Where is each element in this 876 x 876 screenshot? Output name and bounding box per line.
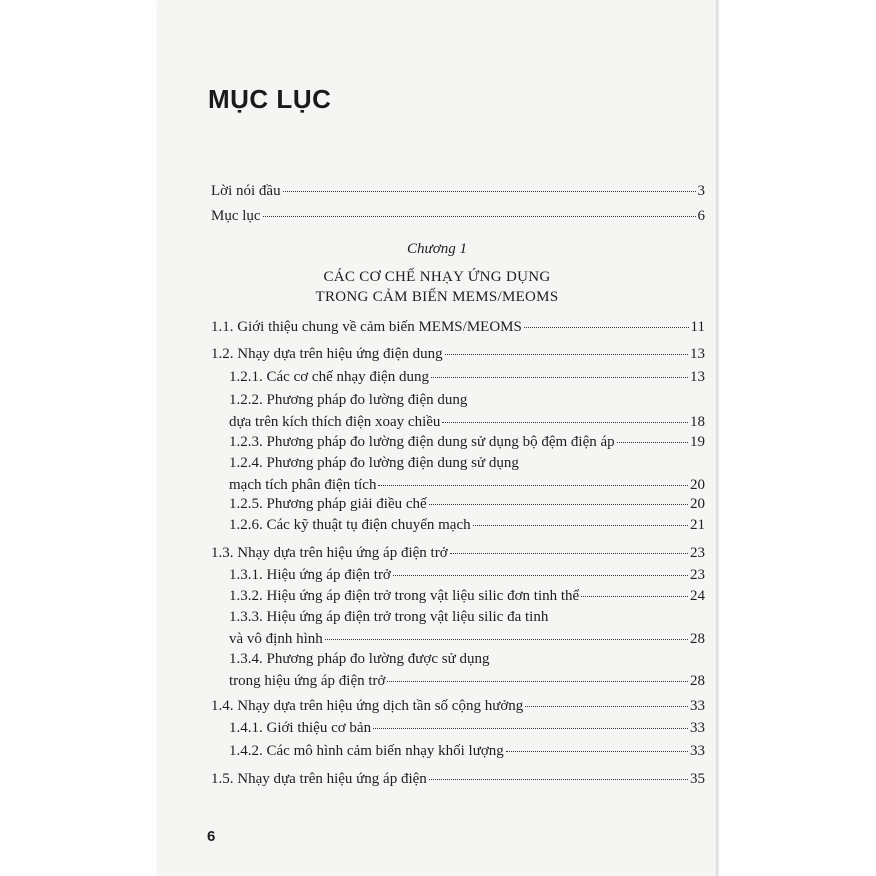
toc-entry-label: 1.2.5. Phương pháp giải điều chế xyxy=(229,496,427,512)
toc-entry-page: 35 xyxy=(690,771,705,787)
page-heading: MỤC LỤC xyxy=(208,84,332,114)
toc-entry-label: 1.3.4. Phương pháp đo lường được sử dụng xyxy=(229,651,490,667)
toc-entry-label: 1.3. Nhạy dựa trên hiệu ứng áp điện trở xyxy=(211,545,448,561)
toc-entry-1-3-2 xyxy=(229,587,705,605)
toc-entry-1-2-3 xyxy=(229,433,705,451)
toc-entry-label: 1.3.1. Hiệu ứng áp điện trở xyxy=(229,567,391,583)
toc-entry-contents xyxy=(211,207,705,225)
toc-entry-label: 1.3.3. Hiệu ứng áp điện trở trong vật liệu silic đa tinh xyxy=(229,609,549,625)
dot-leader xyxy=(431,376,688,378)
toc-entry-1-3 xyxy=(211,544,705,562)
toc-entry-page: 24 xyxy=(690,588,705,604)
toc-entry-1-3-1 xyxy=(229,566,705,584)
toc-entry-label: 1.2. Nhạy dựa trên hiệu ứng điện dung xyxy=(211,346,443,362)
dot-leader xyxy=(373,727,688,729)
toc-entry-1-1 xyxy=(211,318,705,336)
dot-leader xyxy=(525,705,688,707)
toc-entry-page: 13 xyxy=(690,346,705,362)
dot-leader xyxy=(429,503,688,505)
dot-leader xyxy=(429,778,688,780)
toc-entry-label: 1.2.6. Các kỹ thuật tụ điện chuyển mạch xyxy=(229,517,471,533)
toc-entry-label: Lời nói đầu xyxy=(211,183,281,199)
toc-entry-page: 13 xyxy=(690,369,705,385)
toc-entry-1-4 xyxy=(211,697,705,715)
toc-entry-label: 1.5. Nhạy dựa trên hiệu ứng áp điện xyxy=(211,771,427,787)
toc-entry-page: 28 xyxy=(690,631,705,647)
toc-entry-page: 18 xyxy=(690,414,705,430)
toc-entry-page: 20 xyxy=(690,496,705,512)
toc-entry-label: 1.2.4. Phương pháp đo lường điện dung sử dụng xyxy=(229,455,519,471)
toc-entry-label-cont: trong hiệu ứng áp điện trở xyxy=(229,673,386,689)
toc-entry-page: 20 xyxy=(690,477,705,493)
page-edge xyxy=(716,0,719,876)
dot-leader xyxy=(393,574,688,576)
toc-entry-1-2-2 xyxy=(229,391,705,431)
dot-leader xyxy=(378,484,688,486)
toc-entry-page: 33 xyxy=(690,698,705,714)
toc-entry-page: 21 xyxy=(690,517,705,533)
toc-entry-label-cont: và vô định hình xyxy=(229,631,323,647)
toc-entry-label: 1.4. Nhạy dựa trên hiệu ứng dịch tần số cộng hưởng xyxy=(211,698,524,714)
toc-entry-1-3-3 xyxy=(229,608,705,648)
chapter-title xyxy=(158,267,716,307)
dot-leader xyxy=(442,421,688,423)
toc-entry-page: 23 xyxy=(690,567,705,583)
toc-entry-page: 19 xyxy=(690,434,705,450)
toc-entry-label: 1.3.2. Hiệu ứng áp điện trở trong vật liệu silic đơn tinh thể xyxy=(229,588,580,604)
toc-entry-1-3-4 xyxy=(229,650,705,690)
toc-entry-1-4-2 xyxy=(229,742,705,760)
chapter-title-line: CÁC CƠ CHẾ NHẠY ỨNG DỤNG xyxy=(323,269,551,285)
toc-entry-label: 1.4.1. Giới thiệu cơ bản xyxy=(229,720,372,736)
dot-leader xyxy=(506,750,688,752)
dot-leader xyxy=(387,680,688,682)
chapter-label: Chương 1 xyxy=(407,241,467,257)
toc-entry-page: 33 xyxy=(690,720,705,736)
dot-leader xyxy=(473,524,688,526)
toc-entry-label: Mục lục xyxy=(211,208,261,224)
toc-entry-label: 1.1. Giới thiệu chung về cảm biến MEMS/MEOMS xyxy=(211,319,522,335)
toc-entry-1-4-1 xyxy=(229,719,705,737)
toc-entry-label: 1.4.2. Các mô hình cảm biến nhạy khối lượng xyxy=(229,743,504,759)
toc-entry-1-5 xyxy=(211,770,705,788)
dot-leader xyxy=(581,595,688,597)
chapter-title-line: TRONG CẢM BIẾN MEMS/MEOMS xyxy=(315,289,559,305)
toc-entry-1-2-5 xyxy=(229,495,705,513)
toc-entry-preface xyxy=(211,182,705,200)
toc-entry-1-2-4 xyxy=(229,454,705,494)
toc-entry-page: 33 xyxy=(690,743,705,759)
dot-leader xyxy=(450,552,688,554)
toc-entry-page: 23 xyxy=(690,545,705,561)
toc-entry-1-2 xyxy=(211,345,705,363)
dot-leader xyxy=(325,638,688,640)
dot-leader xyxy=(524,326,689,328)
dot-leader xyxy=(283,190,696,192)
dot-leader xyxy=(263,215,696,217)
dot-leader xyxy=(617,441,688,443)
toc-entry-label: 1.2.2. Phương pháp đo lường điện dung xyxy=(229,392,468,408)
toc-entry-1-2-6 xyxy=(229,516,705,534)
toc-entry-1-2-1 xyxy=(229,368,705,386)
toc-entry-label-cont: dựa trên kích thích điện xoay chiều xyxy=(229,414,441,430)
toc-entry-label-cont: mạch tích phân điện tích xyxy=(229,477,377,493)
page-number: 6 xyxy=(207,828,216,845)
toc-entry-page: 11 xyxy=(690,319,705,335)
toc-entry-page: 6 xyxy=(697,208,705,224)
dot-leader xyxy=(445,353,688,355)
toc-entry-page: 28 xyxy=(690,673,705,689)
toc-entry-label: 1.2.1. Các cơ chế nhạy điện dung xyxy=(229,369,429,385)
toc-entry-page: 3 xyxy=(697,183,705,199)
toc-entry-label: 1.2.3. Phương pháp đo lường điện dung sử dụng bộ đệm điện áp xyxy=(229,434,615,450)
